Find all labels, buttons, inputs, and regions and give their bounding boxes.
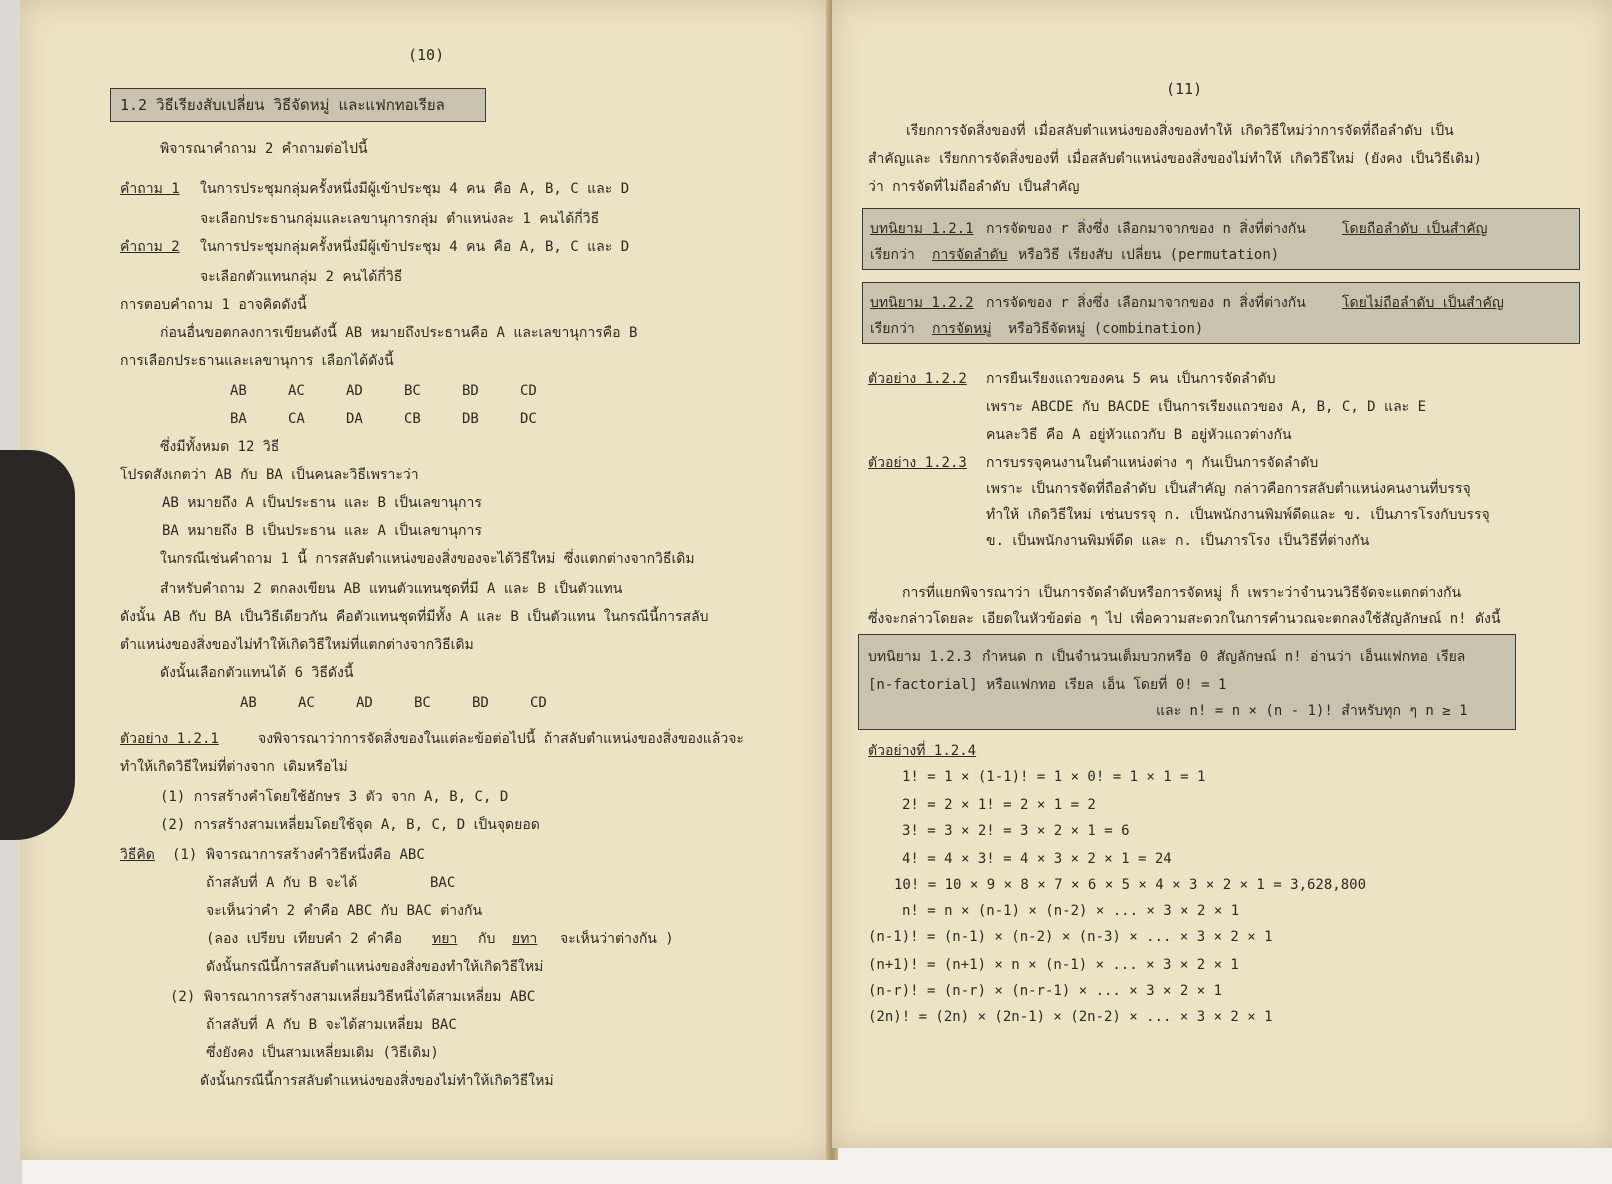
text-line: กับ xyxy=(478,931,496,947)
text-line: ก่อนอื่นขอตกลงการเขียนดังนี้ AB หมายถึงประธานคือ A และเลขานุการคือ B xyxy=(160,325,638,341)
text-line: การเลือกประธานและเลขานุการ เลือกได้ดังนี้ xyxy=(120,353,394,369)
text-emphasis: การจัดหมู่ xyxy=(932,321,992,337)
text-line: กำหนด n เป็นจำนวนเต็มบวกหรือ 0 สัญลักษณ์ n! อ่านว่า เอ็นแฟกทอ เรียล xyxy=(982,649,1466,665)
equation: 2! = 2 × 1! = 2 × 1 = 2 xyxy=(902,797,1096,813)
text-line: AB หมายถึง A เป็นประธาน และ B เป็นเลขานุการ xyxy=(162,495,482,511)
equation: n! = n × (n-1) × (n-2) × ... × 3 × 2 × 1 xyxy=(902,903,1240,919)
text-line: การบรรจุคนงานในตำแหน่งต่าง ๆ กันเป็นการจัดลำดับ xyxy=(986,455,1319,471)
text-line: จงพิจารณาว่าการจัดสิ่งของในแต่ละข้อต่อไปนี้ ถ้าสลับตำแหน่งของสิ่งของแล้วจะ xyxy=(258,731,744,747)
left-page xyxy=(20,0,832,1160)
text-line: ว่า การจัดที่ไม่ถือลำดับ เป็นสำคัญ xyxy=(868,179,1080,195)
text-line: จะเห็นว่าต่างกัน ) xyxy=(560,931,674,947)
equation: (2n)! = (2n) × (2n-1) × (2n-2) × ... × 3 × 2 × 1 xyxy=(868,1009,1273,1025)
text-emphasis: โดยถือลำดับ เป็นสำคัญ xyxy=(1342,221,1488,237)
right-page xyxy=(832,0,1612,1148)
text-line: จะเลือกประธานกลุ่มและเลขานุการกลุ่ม ตำแหน่งละ 1 คนได้กี่วิธี xyxy=(200,211,600,227)
text-line: ทำให้เกิดวิธีใหม่ที่ต่างจาก เดิมหรือไม่ xyxy=(120,759,348,775)
question-label: คำถาม 1 xyxy=(120,181,180,197)
text-line: [n-factorial] หรือแฟกทอ เรียล เอ็น โดยที่ 0! = 1 xyxy=(868,677,1227,693)
text-line: จะเห็นว่าคำ 2 คำคือ ABC กับ BAC ต่างกัน xyxy=(206,903,483,919)
text-line: ถ้าสลับที่ A กับ B จะได้สามเหลี่ยม BAC xyxy=(206,1017,457,1033)
pair: CB xyxy=(404,411,421,427)
text-line: การจัดของ r สิ่งซึ่ง เลือกมาจากของ n สิ่งที่ต่างกัน xyxy=(986,221,1306,237)
text-emphasis: โดยไม่ถือลำดับ เป็นสำคัญ xyxy=(1342,295,1504,311)
text-line: ซึ่งยังคง เป็นสามเหลี่ยมเดิม (วิธีเดิม) xyxy=(206,1045,439,1061)
pair: DB xyxy=(462,411,479,427)
text-line: (2) พิจารณาการสร้างสามเหลี่ยมวิธีหนึ่งได้สามเหลี่ยม ABC xyxy=(170,989,536,1005)
text-line: (ลอง เปรียบ เทียบคำ 2 คำคือ xyxy=(206,931,403,947)
text-line: ในการประชุมกลุ่มครั้งหนึ่งมีผู้เข้าประชุม 4 คน คือ A, B, C และ D xyxy=(200,239,630,255)
text-line: โปรดสังเกตว่า AB กับ BA เป็นคนละวิธีเพราะว่า xyxy=(120,467,419,483)
equation: (n+1)! = (n+1) × n × (n-1) × ... × 3 × 2 × 1 xyxy=(868,957,1239,973)
word-example: ทยา xyxy=(432,931,458,947)
text-line: (1) พิจารณาการสร้างคำวิธีหนึ่งคือ ABC xyxy=(172,847,425,863)
text-line: การจัดของ r สิ่งซึ่ง เลือกมาจากของ n สิ่งที่ต่างกัน xyxy=(986,295,1306,311)
equation: 10! = 10 × 9 × 8 × 7 × 6 × 5 × 4 × 3 × 2 × 1 = 3,628,800 xyxy=(894,877,1367,893)
pair: DC xyxy=(520,411,537,427)
page-shadow xyxy=(0,450,75,840)
page-number: (11) xyxy=(1166,80,1203,98)
pair: AD xyxy=(346,383,363,399)
pair: AB xyxy=(240,695,257,711)
question-label: คำถาม 2 xyxy=(120,239,180,255)
text-line: ข. เป็นพนักงานพิมพ์ดีด และ ก. เป็นภารโรง เป็นวิธีที่ต่างกัน xyxy=(986,533,1370,549)
text-line: หรือวิธี เรียงสับ เปลี่ยน (permutation) xyxy=(1018,247,1280,263)
text-line: เพราะ เป็นการจัดที่ถือลำดับ เป็นสำคัญ กล่าวคือการสลับตำแหน่งคนงานที่บรรจุ xyxy=(986,481,1471,497)
equation: 1! = 1 × (1-1)! = 1 × 0! = 1 × 1 = 1 xyxy=(902,769,1206,785)
text-line: BA หมายถึง B เป็นประธาน และ A เป็นเลขานุการ xyxy=(162,523,482,539)
pair: BC xyxy=(414,695,431,711)
text-line: การตอบคำถาม 1 อาจคิดดังนี้ xyxy=(120,297,307,313)
equation: (n-1)! = (n-1) × (n-2) × (n-3) × ... × 3 × 2 × 1 xyxy=(868,929,1273,945)
text-line: สำคัญและ เรียกการจัดสิ่งของที่ เมื่อสลับตำแหน่งของสิ่งของไม่ทำให้ เกิดวิธีใหม่ (ยังคง เป็นวิธีเดิม) xyxy=(868,151,1482,167)
definition-label: บทนิยาม 1.2.2 xyxy=(870,295,974,311)
text-line: ดังนั้น AB กับ BA เป็นวิธีเดียวกัน คือตัวแทนชุดที่มีทั้ง A และ B เป็นตัวแทน ในกรณีนี้การสลับ xyxy=(120,609,709,625)
definition-label: บทนิยาม 1.2.1 xyxy=(870,221,974,237)
pair: BA xyxy=(230,411,247,427)
text-line: ดังนั้นกรณีนี้การสลับตำแหน่งของสิ่งของทำให้เกิดวิธีใหม่ xyxy=(206,959,544,975)
section-title: 1.2 วิธีเรียงสับเปลี่ยน วิธีจัดหมู่ และแฟกทอเรียล xyxy=(120,96,445,114)
pair: CD xyxy=(530,695,547,711)
example-label: ตัวอย่างที่ 1.2.4 xyxy=(868,743,977,759)
text-line: การยืนเรียงแถวของคน 5 คน เป็นการจัดลำดับ xyxy=(986,371,1276,387)
text-line: การที่แยกพิจารณาว่า เป็นการจัดลำดับหรือการจัดหมู่ ก็ เพราะว่าจำนวนวิธีจัดจะแตกต่างกัน xyxy=(902,585,1462,601)
text-line: เรียกการจัดสิ่งของที่ เมื่อสลับตำแหน่งของสิ่งของทำให้ เกิดวิธีใหม่ว่าการจัดที่ถือลำดับ เป็น xyxy=(906,123,1454,139)
text-line: หรือวิธีจัดหมู่ (combination) xyxy=(1008,321,1204,337)
text-line: คนละวิธี คือ A อยู่หัวแถวกับ B อยู่หัวแถวต่างกัน xyxy=(986,427,1292,443)
equation: (n-r)! = (n-r) × (n-r-1) × ... × 3 × 2 × 1 xyxy=(868,983,1223,999)
text-line: ในการประชุมกลุ่มครั้งหนึ่งมีผู้เข้าประชุม 4 คน คือ A, B, C และ D xyxy=(200,181,630,197)
pair: CD xyxy=(520,383,537,399)
text-line: ตำแหน่งของสิ่งของไม่ทำให้เกิดวิธีใหม่ที่แตกต่างจากวิธีเดิม xyxy=(120,637,474,653)
pair: AD xyxy=(356,695,373,711)
text-line: ดังนั้นกรณีนี้การสลับตำแหน่งของสิ่งของไม่ทำให้เกิดวิธีใหม่ xyxy=(200,1073,554,1089)
text-line: เพราะ ABCDE กับ BACDE เป็นการเรียงแถวของ A, B, C, D และ E xyxy=(986,399,1427,415)
pair: BC xyxy=(404,383,421,399)
page-number: (10) xyxy=(408,46,445,64)
pair: AC xyxy=(298,695,315,711)
text-line: BAC xyxy=(430,875,456,891)
definition-label: บทนิยาม 1.2.3 xyxy=(868,649,972,665)
word-example: ยทา xyxy=(512,931,538,947)
equation: 3! = 3 × 2! = 3 × 2 × 1 = 6 xyxy=(902,823,1130,839)
text-line: ถ้าสลับที่ A กับ B จะได้ xyxy=(206,875,358,891)
equation: 4! = 4 × 3! = 4 × 3 × 2 × 1 = 24 xyxy=(902,851,1172,867)
text-line: เรียกว่า xyxy=(870,247,915,263)
text-line: จะเลือกตัวแทนกลุ่ม 2 คนได้กี่วิธี xyxy=(200,269,403,285)
pair: BD xyxy=(472,695,489,711)
text-line: ทำให้ เกิดวิธีใหม่ เช่นบรรจุ ก. เป็นพนักงานพิมพ์ดีดและ ข. เป็นภารโรงกับบรรจุ xyxy=(986,507,1490,523)
text-line: ซึ่งจะกล่าวโดยละ เอียดในหัวข้อต่อ ๆ ไป เพื่อความสะดวกในการคำนวณจะตกลงใช้สัญลักษณ์ n! ดังนี้ xyxy=(868,611,1501,627)
text-line: เรียกว่า xyxy=(870,321,915,337)
text-line: (1) การสร้างคำโดยใช้อักษร 3 ตัว จาก A, B, C, D xyxy=(160,789,509,805)
text-line: พิจารณาคำถาม 2 คำถามต่อไปนี้ xyxy=(160,141,368,157)
pair: DA xyxy=(346,411,363,427)
text-line: สำหรับคำถาม 2 ตกลงเขียน AB แทนตัวแทนชุดที่มี A และ B เป็นตัวแทน xyxy=(160,581,623,597)
pair: CA xyxy=(288,411,305,427)
example-label: ตัวอย่าง 1.2.3 xyxy=(868,455,967,471)
pair: AB xyxy=(230,383,247,399)
text-line: ในกรณีเช่นคำถาม 1 นี้ การสลับตำแหน่งของสิ่งของจะได้วิธีใหม่ ซึ่งแตกต่างจากวิธีเดิม xyxy=(160,551,695,567)
example-label: ตัวอย่าง 1.2.2 xyxy=(868,371,967,387)
text-line: (2) การสร้างสามเหลี่ยมโดยใช้จุด A, B, C, D เป็นจุดยอด xyxy=(160,817,540,833)
example-label: ตัวอย่าง 1.2.1 xyxy=(120,731,219,747)
text-line: ดังนั้นเลือกตัวแทนได้ 6 วิธีดังนี้ xyxy=(160,665,354,681)
text-emphasis: การจัดลำดับ xyxy=(932,247,1008,263)
pair: AC xyxy=(288,383,305,399)
text-line: ซึ่งมีทั้งหมด 12 วิธี xyxy=(160,439,280,455)
solution-label: วิธีคิด xyxy=(120,847,155,863)
text-line: และ n! = n × (n - 1)! สำหรับทุก ๆ n ≥ 1 xyxy=(1156,703,1468,719)
pair: BD xyxy=(462,383,479,399)
